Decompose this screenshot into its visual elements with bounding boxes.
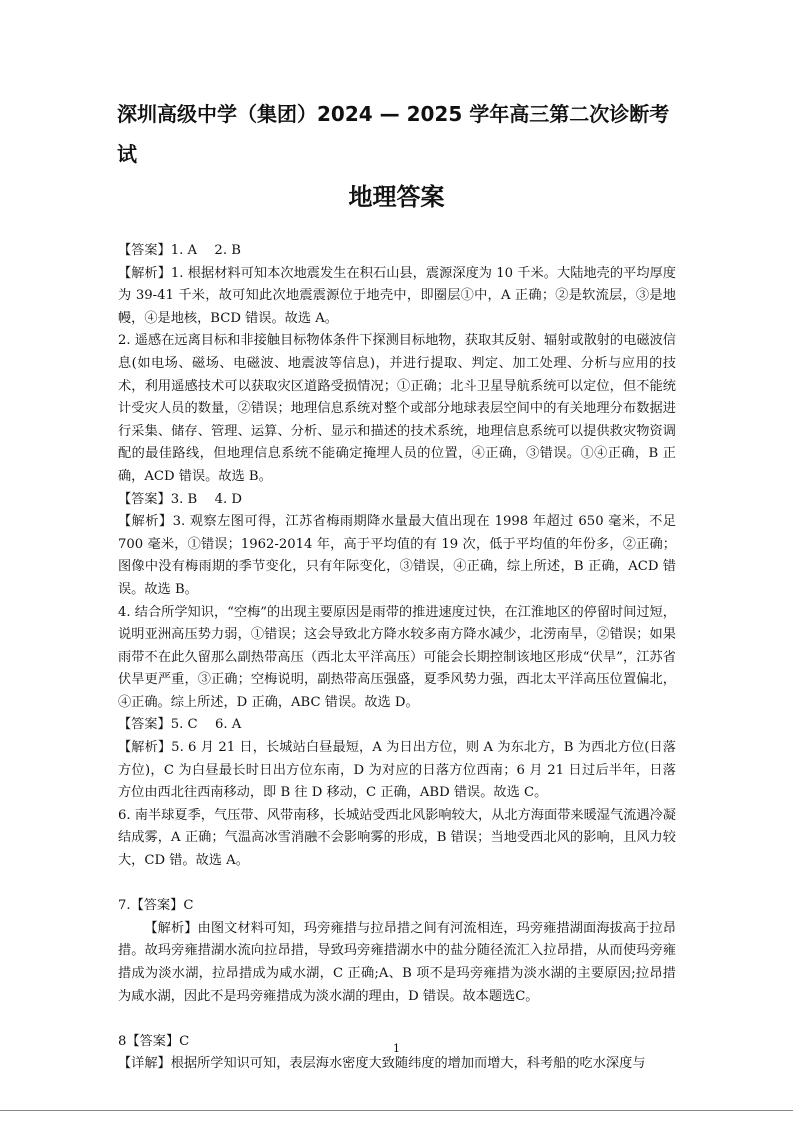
answer-1-2: 【答案】1. A 2. B <box>118 243 241 258</box>
analysis-2: 2. 遥感在远离目标和非接触目标物体条件下探测目标地物，获取其反射、辐射或散射的电磁波信息(如电场、磁场、电磁波、地震波等信息)，并进行提取、判定、加工处理、分析与应用的技术，利用遥感技术可以获取灾区道路受损情况；①正确；北斗卫星导航系统可以定位，但不能统计受灾人员的数量，②错误；地理信息系统对整个或部分地球表层空间中的有关地理分布数据进行采集、储存、管理、运算、分析、显示和描述的技术系统，地理信息系统可以提供救灾物资调配的最佳路线，但地理信息系统不能确定掩埋人员的位置，④正确，③错误。①④正确，B 正确，ACD 错误。故选 B。 <box>118 333 676 484</box>
bottom-rule <box>0 1110 793 1111</box>
analysis-4: 4. 结合所学知识，“空梅”的出现主要原因是雨带的推进速度过快，在江淮地区的停留时间过短，说明亚洲高压势力弱，①错误；这会导致北方降水较多南方降水减少，北涝南旱，②错误；如果雨带不在此久留那么副热带高压（西北太平洋高压）可能会长期控制该地区形成“伏旱”，江苏省伏旱更严重，③正确；空梅说明，副热带高压强盛，夏季风势力强，西北太平洋高压位置偏北，④正确。综上所述，D 正确，ABC 错误。故选 D。 <box>118 604 676 710</box>
analysis-5: 【解析】5. 6 月 21 日，长城站白昼最短，A 为日出方位，则 A 为东北方，B 为西北方位(日落方位)，C 为白昼最长时日出方位东南，D 为对应的日落方位西南；6 月 21 日过后半年，日落方位由西北往西南移动，即 B 往 D 移动，C 正确，ABD 错误。故选 C。 <box>118 740 676 801</box>
paragraph-gap <box>118 1008 676 1031</box>
answer-body <box>118 240 676 1076</box>
analysis-8: 【详解】根据所学知识可知，表层海水密度大致随纬度的增加而增大，科考船的吃水深度与 <box>118 1056 646 1072</box>
analysis-3: 【解析】3. 观察左图可得，江苏省梅雨期降水量最大值出现在 1998 年超过 650 毫米，不足 700 毫米，①错误；1962-2014 年，高于平均值的有 19 次，低于平均值的年份多，②正确；图像中没有梅雨期的季节变化，只有年际变化，③错误，④正确，综上所述，B 正确，ACD 错误。故选 B。 <box>118 514 676 597</box>
answer-3-4: 【答案】3. B 4. D <box>118 491 242 507</box>
answer-5-6: 【答案】5. C 6. A <box>118 717 242 733</box>
answer-8: 8【答案】C <box>118 1033 190 1049</box>
analysis-1: 【解析】1. 根据材料可知本次地震发生在积石山县，震源深度为 10 千米。大陆地壳的平均厚度为 39-41 千米，故可知此次地震震源位于地壳中，即圈层①中，A 正确；②是软流层，③是地幔，④是地核，BCD 错误。故选 A。 <box>118 265 676 326</box>
page-number: 1 <box>393 1042 400 1055</box>
analysis-7: 【解析】由图文材料可知，玛旁雍措与拉昂措之间有河流相连，玛旁雍措湖面海拔高于拉昂措。故玛旁雍措湖水流向拉昂措，导致玛旁雍措湖水中的盐分随径流汇入拉昂措，从而使玛旁雍措成为淡水湖，拉昂措成为咸水湖，C 正确;A、B 项不是玛旁雍措为淡水湖的主要原因;拉昂措为咸水湖，因此不是玛旁雍措成为淡水湖的理由，D 错误。故本题选C。 <box>118 920 676 1004</box>
paragraph-gap <box>118 873 676 896</box>
analysis-6: 6. 南半球夏季，气压带、风带南移，长城站受西北风影响较大，从北方海面带来暖湿气流遇冷凝结成雾，A 正确；气温高冰雪消融不会影响雾的形成，B 错误；当地受西北风的影响，且风力较大，CD 错。故选 A。 <box>118 807 676 869</box>
page-title: 深圳高级中学（集团）2024 — 2025 学年高三第二次诊断考试 <box>117 102 670 166</box>
page-subtitle: 地理答案 <box>348 183 445 211</box>
answer-7: 7.【答案】C <box>118 898 194 914</box>
